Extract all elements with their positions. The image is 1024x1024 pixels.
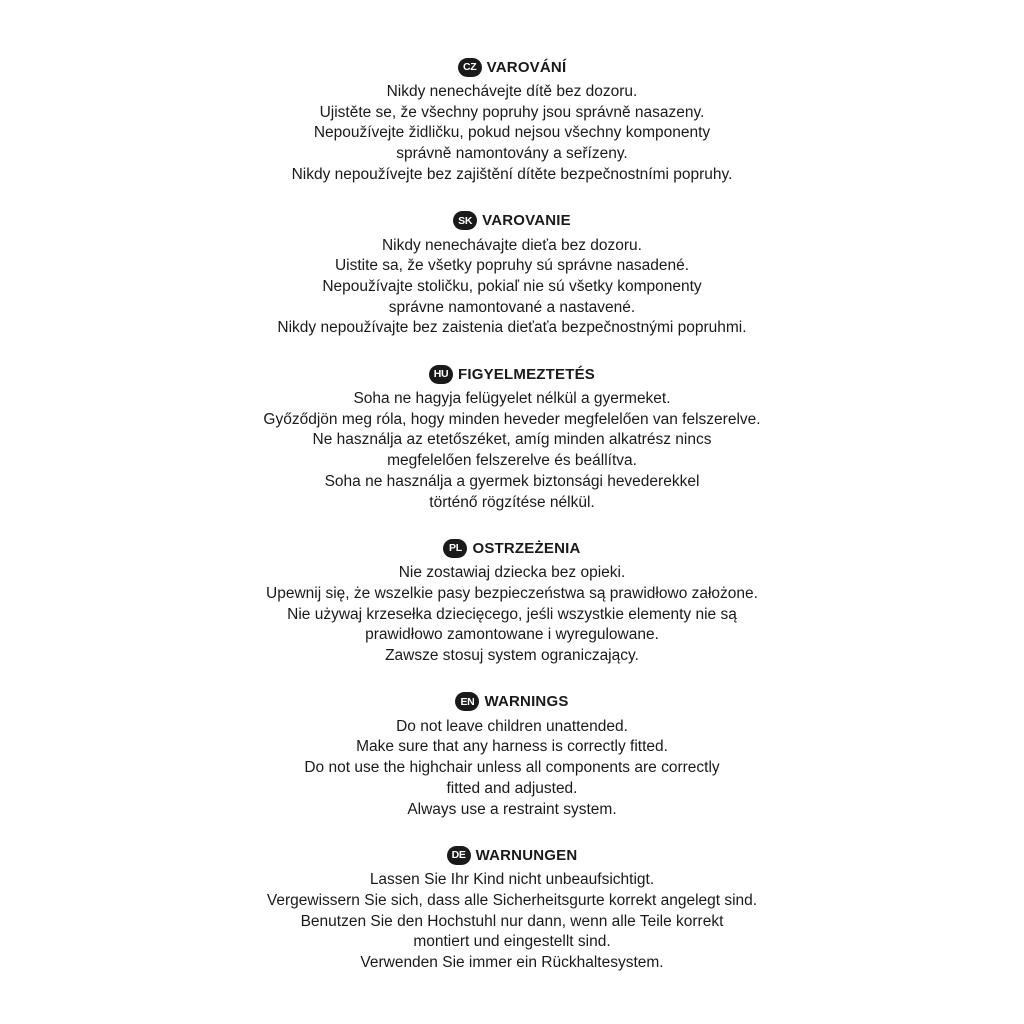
section-title: WARNUNGEN	[475, 846, 578, 864]
warning-line: Upewnij się, że wszelkie pasy bezpieczeństwa są prawidłowo założone.	[266, 584, 758, 602]
section-heading	[458, 54, 567, 80]
warning-line: Do not use the highchair unless all components are correctly	[304, 759, 720, 777]
warning-line: Nepoužívejte židličku, pokud nejsou všechny komponenty	[313, 124, 711, 142]
warning-line: Lassen Sie Ihr Kind nicht unbeaufsichtigt.	[369, 871, 655, 889]
warning-line: Benutzen Sie den Hochstuhl nur dann, wenn alle Teile korrekt	[300, 912, 724, 930]
section-title: VAROVANIE	[482, 212, 571, 230]
language-badge: HU	[429, 365, 453, 384]
warning-line: megfelelően felszerelve és beállítva.	[387, 452, 637, 470]
warning-line: správne namontované a nastavené.	[388, 298, 636, 316]
language-badge: DE	[447, 846, 471, 865]
warning-line: Ne használja az etetőszéket, amíg minden alkatrész nincs	[312, 431, 712, 449]
section-heading	[453, 208, 571, 234]
language-badge: CZ	[458, 58, 482, 77]
warning-line: správně namontovány a seřízeny.	[396, 145, 628, 163]
warning-line: Nikdy nenechávejte dítě bez dozoru.	[386, 83, 638, 100]
section-heading	[455, 689, 568, 715]
language-badge: PL	[443, 539, 467, 558]
warning-section-hu	[263, 361, 760, 513]
warning-line: fitted and adjusted.	[446, 779, 578, 797]
warning-line: Ujistěte se, že všechny popruhy jsou správně nasazeny.	[319, 103, 705, 121]
warning-section-sk	[277, 208, 746, 340]
warning-line: Make sure that any harness is correctly fitted.	[356, 738, 668, 756]
warning-line: Nikdy nepoužívejte bez zajištění dítěte bezpečnostními popruhy.	[291, 165, 733, 183]
section-title: FIGYELMEZTETÉS	[458, 365, 595, 383]
section-heading	[443, 535, 580, 561]
warning-line: Nie używaj krzesełka dziecięcego, jeśli wszystkie elementy nie są	[287, 605, 737, 623]
warning-line: történő rögzítése nélkül.	[429, 493, 595, 511]
warning-line: Vergewissern Sie sich, dass alle Sicherheitsgurte korrekt angelegt sind.	[266, 891, 758, 909]
warning-line: Nepoužívajte stoličku, pokiaľ nie sú všetky komponenty	[322, 277, 702, 295]
section-heading	[429, 361, 595, 387]
language-badge: EN	[455, 692, 479, 711]
warning-line: Nikdy nenechávajte dieťa bez dozoru.	[381, 236, 642, 254]
warnings-document	[0, 54, 1024, 996]
section-title: WARNINGS	[484, 693, 569, 711]
warning-line: Do not leave children unattended.	[396, 717, 628, 735]
section-heading	[447, 842, 578, 868]
warning-line: Soha ne használja a gyermek biztonsági hevederekkel	[324, 472, 700, 490]
section-title: OSTRZEŻENIA	[472, 539, 581, 557]
warning-line: Soha ne hagyja felügyelet nélkül a gyermeket.	[353, 390, 671, 408]
warning-line: prawidłowo zamontowane i wyregulowane.	[365, 626, 659, 644]
warning-line: Always use a restraint system.	[407, 800, 617, 818]
warning-section-de	[267, 842, 757, 974]
warning-section-en	[304, 689, 719, 821]
section-title: VAROVÁNÍ	[486, 58, 567, 76]
warning-line: Zawsze stosuj system ograniczający.	[385, 647, 639, 665]
warning-line: Nikdy nepoužívajte bez zaistenia dieťaťa bezpečnostnými popruhmi.	[277, 319, 747, 337]
warning-section-pl	[266, 535, 758, 667]
warning-line: Győződjön meg róla, hogy minden heveder megfelelően van felszerelve.	[263, 410, 761, 428]
warning-line: Nie zostawiaj dziecka bez opieki.	[398, 564, 626, 582]
language-badge: SK	[453, 211, 477, 230]
warning-section-cz	[292, 54, 733, 186]
warning-line: montiert und eingestellt sind.	[413, 933, 611, 951]
warning-line: Verwenden Sie immer ein Rückhaltesystem.	[360, 954, 664, 972]
warning-line: Uistite sa, že všetky popruhy sú správne nasadené.	[334, 257, 690, 275]
